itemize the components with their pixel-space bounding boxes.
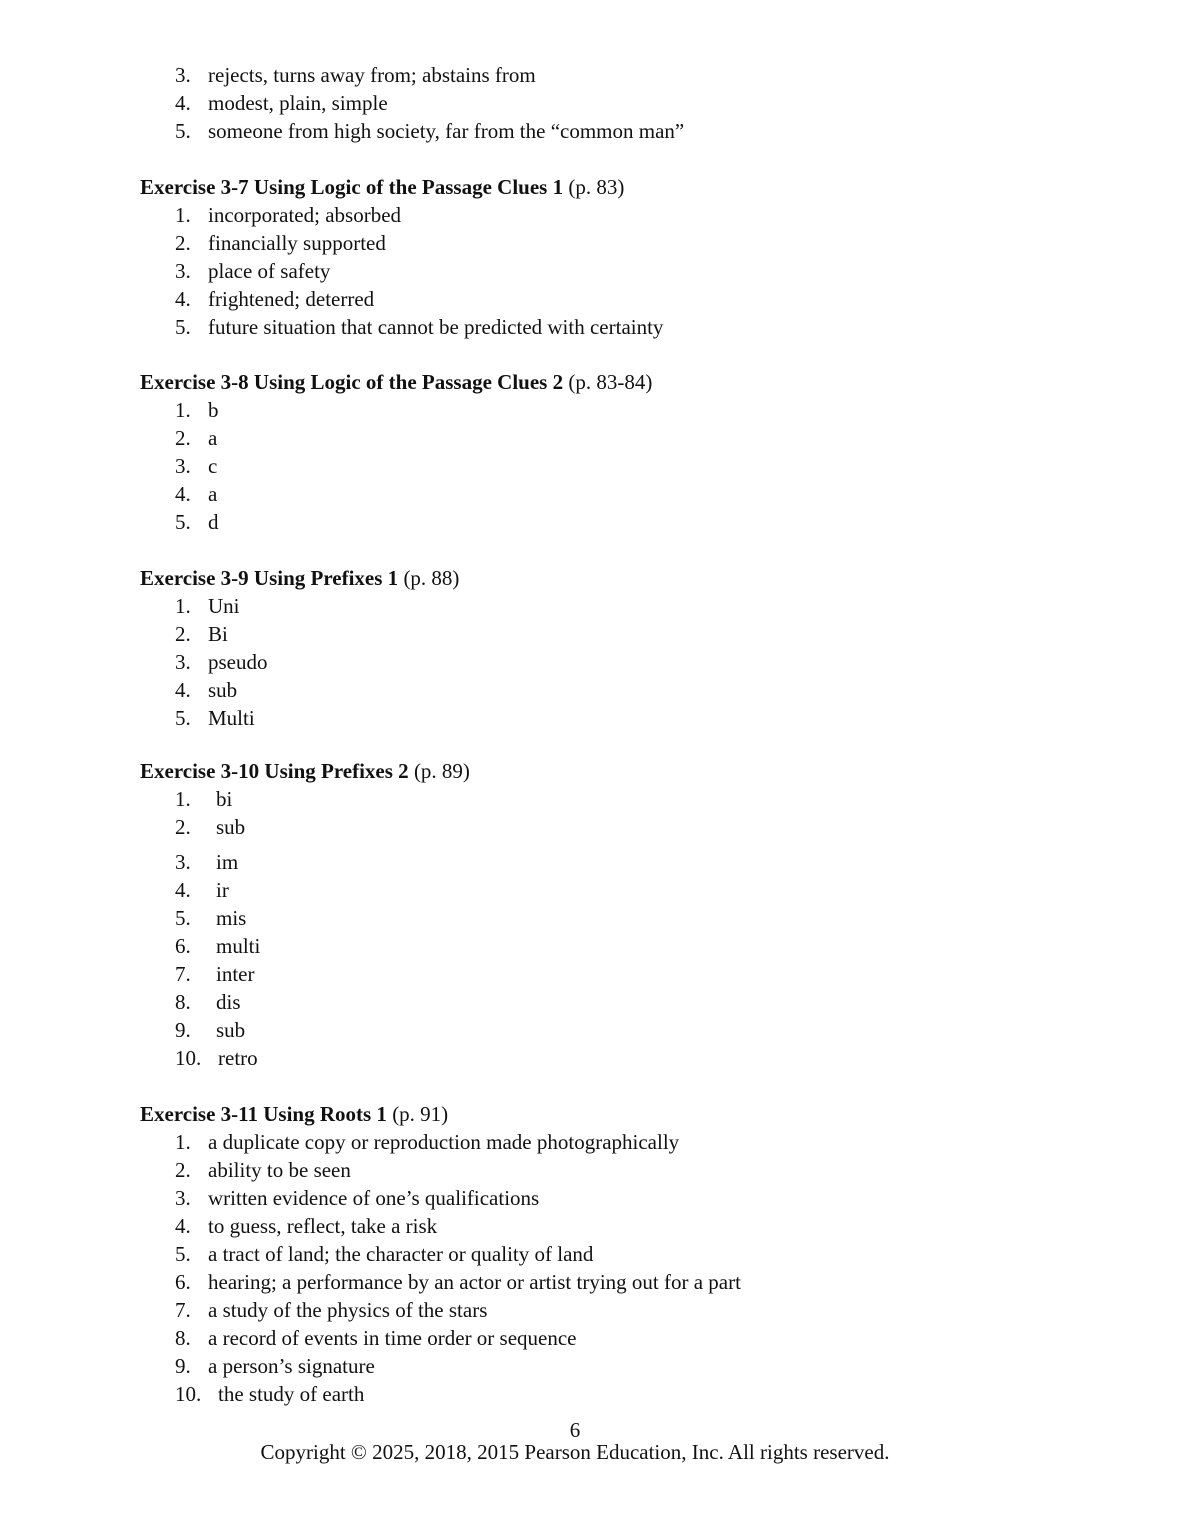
section-title: Exercise 3-7 Using Logic of the Passage Clues 1 bbox=[140, 175, 564, 199]
item-number: 1. bbox=[175, 594, 191, 618]
section-page-ref: (p. 83) bbox=[563, 175, 625, 199]
item-number: 8. bbox=[175, 990, 191, 1014]
item-number: 5. bbox=[175, 315, 191, 339]
item-number: 3. bbox=[175, 259, 191, 283]
item-number: 8. bbox=[175, 1326, 191, 1350]
item-text: place of safety bbox=[208, 259, 331, 283]
item-text: c bbox=[208, 454, 218, 478]
item-text: financially supported bbox=[208, 231, 386, 255]
section-page-ref: (p. 89) bbox=[408, 759, 470, 783]
section-heading bbox=[140, 757, 470, 785]
item-text: inter bbox=[216, 962, 255, 986]
item-text: someone from high society, far from the “common man” bbox=[208, 119, 685, 143]
item-text: b bbox=[208, 398, 219, 422]
item-number: 1. bbox=[175, 1130, 191, 1154]
item-text: multi bbox=[216, 934, 261, 958]
item-text: the study of earth bbox=[218, 1382, 365, 1406]
item-text: mis bbox=[216, 906, 247, 930]
item-number: 2. bbox=[175, 815, 191, 839]
item-number: 9. bbox=[175, 1354, 191, 1378]
item-text: Bi bbox=[208, 622, 228, 646]
item-number: 3. bbox=[175, 63, 191, 87]
item-number: 5. bbox=[175, 1242, 191, 1266]
item-number: 3. bbox=[175, 650, 191, 674]
item-number: 7. bbox=[175, 962, 191, 986]
item-text: a bbox=[208, 426, 218, 450]
item-number: 2. bbox=[175, 622, 191, 646]
item-number: 4. bbox=[175, 287, 191, 311]
section-page-ref: (p. 88) bbox=[398, 566, 460, 590]
item-text: dis bbox=[216, 990, 241, 1014]
item-text: rejects, turns away from; abstains from bbox=[208, 63, 536, 87]
item-text: a person’s signature bbox=[208, 1354, 375, 1378]
item-text: ir bbox=[216, 878, 229, 902]
item-text: written evidence of one’s qualifications bbox=[208, 1186, 540, 1210]
section-heading bbox=[140, 1100, 448, 1128]
item-text: a bbox=[208, 482, 218, 506]
item-number: 9. bbox=[175, 1018, 191, 1042]
item-text: incorporated; absorbed bbox=[208, 203, 402, 227]
item-number: 4. bbox=[175, 678, 191, 702]
item-number: 1. bbox=[175, 787, 191, 811]
item-number: 5. bbox=[175, 906, 191, 930]
item-number: 5. bbox=[175, 119, 191, 143]
item-number: 1. bbox=[175, 398, 191, 422]
item-number: 5. bbox=[175, 706, 191, 730]
section-page-ref: (p. 83-84) bbox=[563, 370, 653, 394]
section-heading bbox=[140, 564, 459, 592]
item-text: sub bbox=[208, 678, 238, 702]
item-number: 1. bbox=[175, 203, 191, 227]
page-number: 6 bbox=[569, 1418, 581, 1442]
item-text: sub bbox=[216, 1018, 246, 1042]
item-number: 4. bbox=[175, 878, 191, 902]
item-text: a record of events in time order or sequence bbox=[208, 1326, 577, 1350]
item-number: 10. bbox=[175, 1382, 202, 1406]
item-text: future situation that cannot be predicted with certainty bbox=[208, 315, 664, 339]
item-number: 4. bbox=[175, 91, 191, 115]
item-number: 10. bbox=[175, 1046, 202, 1070]
item-text: im bbox=[216, 850, 239, 874]
item-text: pseudo bbox=[208, 650, 268, 674]
item-text: to guess, reflect, take a risk bbox=[208, 1214, 438, 1238]
section-title: Exercise 3-8 Using Logic of the Passage Clues 2 bbox=[140, 370, 564, 394]
item-text: Uni bbox=[208, 594, 240, 618]
section-title: Exercise 3-11 Using Roots 1 bbox=[140, 1102, 387, 1126]
item-number: 2. bbox=[175, 231, 191, 255]
copyright-notice: Copyright © 2025, 2018, 2015 Pearson Education, Inc. All rights reserved. bbox=[260, 1440, 890, 1464]
item-number: 5. bbox=[175, 510, 191, 534]
item-text: a duplicate copy or reproduction made photographically bbox=[208, 1130, 680, 1154]
item-number: 3. bbox=[175, 1186, 191, 1210]
item-text: a study of the physics of the stars bbox=[208, 1298, 488, 1322]
item-number: 4. bbox=[175, 482, 191, 506]
item-number: 3. bbox=[175, 850, 191, 874]
item-text: retro bbox=[218, 1046, 258, 1070]
item-text: frightened; deterred bbox=[208, 287, 375, 311]
section-heading bbox=[140, 368, 652, 396]
item-text: Multi bbox=[208, 706, 255, 730]
section-heading bbox=[140, 173, 624, 201]
section-title: Exercise 3-10 Using Prefixes 2 bbox=[140, 759, 409, 783]
item-number: 2. bbox=[175, 426, 191, 450]
item-text: d bbox=[208, 510, 219, 534]
section-title: Exercise 3-9 Using Prefixes 1 bbox=[140, 566, 399, 590]
item-text: bi bbox=[216, 787, 233, 811]
item-number: 3. bbox=[175, 454, 191, 478]
item-number: 4. bbox=[175, 1214, 191, 1238]
section-page-ref: (p. 91) bbox=[386, 1102, 449, 1126]
item-text: a tract of land; the character or quality of land bbox=[208, 1242, 594, 1266]
item-text: modest, plain, simple bbox=[208, 91, 388, 115]
item-text: ability to be seen bbox=[208, 1158, 351, 1182]
item-number: 7. bbox=[175, 1298, 191, 1322]
item-number: 2. bbox=[175, 1158, 191, 1182]
item-text: hearing; a performance by an actor or artist trying out for a part bbox=[208, 1270, 741, 1294]
item-text: sub bbox=[216, 815, 246, 839]
item-number: 6. bbox=[175, 1270, 191, 1294]
item-number: 6. bbox=[175, 934, 191, 958]
